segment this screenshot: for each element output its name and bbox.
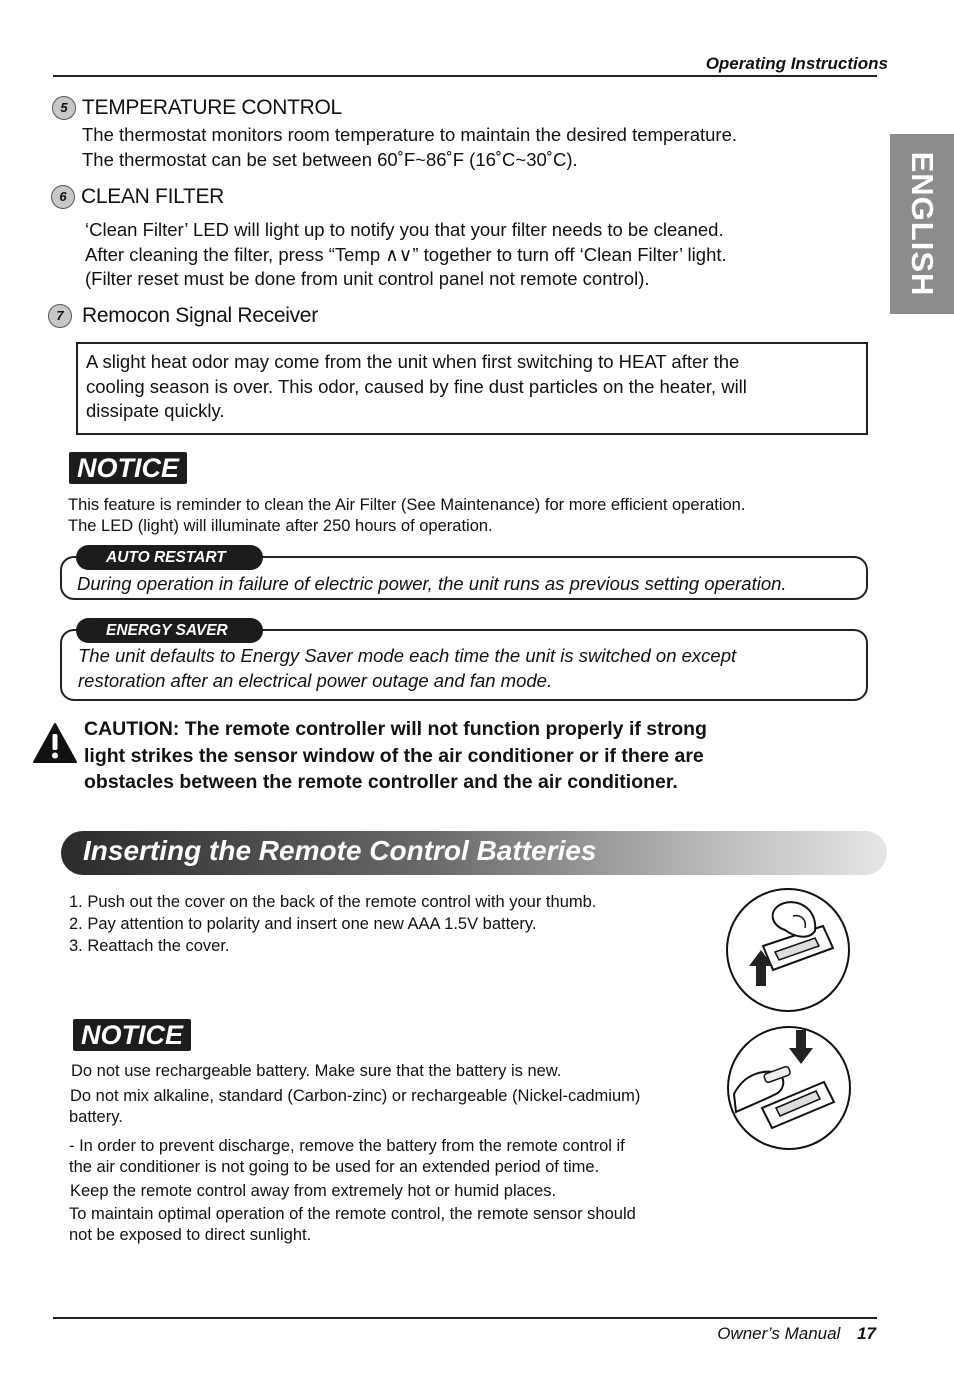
energy-saver-text xyxy=(78,643,736,693)
battery-step: 3. Reattach the cover. xyxy=(69,937,230,955)
energy-saver-line: restoration after an electrical power outage and fan mode. xyxy=(78,670,553,691)
notice-2-line: the air conditioner is not going to be used for an extended period of time. xyxy=(69,1158,600,1176)
notice-2-text xyxy=(69,1061,709,1246)
header-title: Operating Instructions xyxy=(705,54,888,73)
page-number: 17 xyxy=(857,1324,876,1343)
battery-steps xyxy=(69,891,596,957)
notice-text xyxy=(68,495,745,537)
notice-badge-2: NOTICE xyxy=(73,1019,191,1051)
insert-battery-illustration xyxy=(724,1024,854,1152)
heat-odor-line: A slight heat odor may come from the unit when first switching to HEAT after the xyxy=(86,351,740,372)
section-6-line: (Filter reset must be done from unit control panel not remote control). xyxy=(85,268,650,289)
notice-2-line: - In order to prevent discharge, remove the battery from the remote control if xyxy=(69,1137,625,1155)
section-6-line: After cleaning the filter, press “Temp ∧∨” together to turn off ‘Clean Filter’ light. xyxy=(85,243,727,265)
section-5-title: TEMPERATURE CONTROL xyxy=(82,96,342,119)
notice-line: The LED (light) will illuminate after 250 hours of operation. xyxy=(68,517,493,535)
batteries-banner xyxy=(61,831,887,875)
caution-line: light strikes the sensor window of the air conditioner or if there are xyxy=(84,744,704,767)
notice-2-line: To maintain optimal operation of the remote control, the remote sensor should xyxy=(69,1205,636,1223)
notice-2-line: battery. xyxy=(69,1108,123,1126)
section-6-line: ‘Clean Filter’ LED will light up to notify you that your filter needs to be cleaned. xyxy=(85,219,724,240)
header-rule xyxy=(53,75,877,77)
energy-saver-label: ENERGY SAVER xyxy=(76,618,263,643)
section-6-body xyxy=(85,218,727,292)
auto-restart-label: AUTO RESTART xyxy=(76,545,263,570)
caution-text xyxy=(84,716,804,796)
section-6-title: CLEAN FILTER xyxy=(81,185,225,208)
section-5-line: The thermostat monitors room temperature to maintain the desired temperature. xyxy=(82,124,737,145)
notice-2-line: Do not mix alkaline, standard (Carbon-zinc) or rechargeable (Nickel-cadmium) xyxy=(70,1087,641,1105)
caution-line xyxy=(84,716,804,743)
caution-line: obstacles between the remote controller and the air conditioner. xyxy=(84,771,678,793)
batteries-title: Inserting the Remote Control Batteries xyxy=(83,835,597,866)
section-5-number: 5 xyxy=(52,96,76,120)
battery-step: 2. Pay attention to polarity and insert one new AAA 1.5V battery. xyxy=(69,915,537,933)
footer xyxy=(717,1324,876,1344)
warning-icon xyxy=(32,722,78,764)
notice-2-line: Do not use rechargeable battery. Make sure that the battery is new. xyxy=(71,1062,562,1080)
section-5-body xyxy=(82,123,737,172)
auto-restart-text: During operation in failure of electric power, the unit runs as previous setting operation. xyxy=(77,573,787,594)
footer-manual-title: Owner’s Manual xyxy=(717,1324,841,1343)
heat-odor-box xyxy=(76,342,868,435)
notice-2-line: Keep the remote control away from extremely hot or humid places. xyxy=(70,1182,557,1200)
notice-badge: NOTICE xyxy=(69,452,187,484)
section-7-title: Remocon Signal Receiver xyxy=(82,304,318,327)
remove-cover-illustration xyxy=(723,886,853,1014)
language-tab-label: ENGLISH xyxy=(905,151,940,297)
battery-step: 1. Push out the cover on the back of the remote control with your thumb. xyxy=(69,893,597,911)
notice-line: This feature is reminder to clean the Air Filter (See Maintenance) for more efficient operation. xyxy=(68,496,746,514)
energy-saver-line: The unit defaults to Energy Saver mode each time the unit is switched on except xyxy=(78,645,737,666)
section-7-number: 7 xyxy=(48,304,72,328)
caution-line-1: The remote controller will not function properly if strong xyxy=(184,718,707,740)
section-6-number: 6 xyxy=(51,185,75,209)
footer-rule xyxy=(53,1317,877,1319)
language-tab xyxy=(890,134,954,314)
section-5-line: The thermostat can be set between 60˚F~86˚F (16˚C~30˚C). xyxy=(82,148,578,170)
heat-odor-line: cooling season is over. This odor, caused by fine dust particles on the heater, will xyxy=(86,375,747,397)
notice-2-line: not be exposed to direct sunlight. xyxy=(69,1226,312,1244)
caution-label: CAUTION: xyxy=(84,718,180,740)
heat-odor-line: dissipate quickly. xyxy=(86,400,225,421)
